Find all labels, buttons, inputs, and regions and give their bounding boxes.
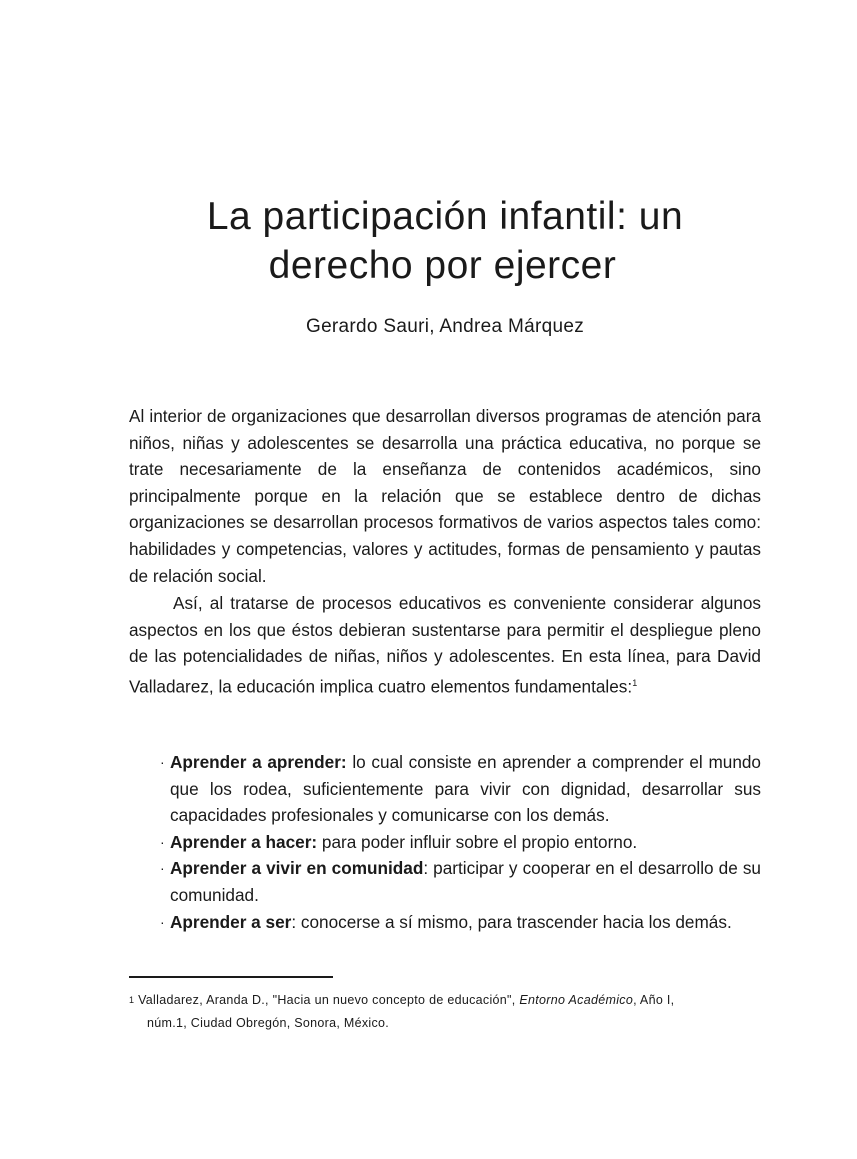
footnote-journal-title: Entorno Académico: [519, 993, 634, 1007]
list-item: [129, 909, 761, 936]
list-item-text: lo cual consiste en aprender a comprender el mundo que los rodea, suficientemente para vivir con dignidad, desarrollar sus capacidades profesionales y comunicarse con los demás.: [170, 752, 761, 826]
authors-byline: Gerardo Sauri, Andrea Márquez: [305, 316, 584, 337]
paragraph-2-text: Así, al tratarse de procesos educativos es conveniente considerar algunos aspectos en los que éstos debieran sustentarse para permitir el despliegue pleno de las potencialidades de niñas, niños y adolescentes. En esta línea, para David Valladarez, la educación implica cuatro elementos fundamentales:: [129, 593, 761, 697]
paragraph-2: [129, 590, 761, 700]
list-item: [129, 829, 761, 856]
list-item-text: : conocerse a sí mismo, para trascender hacia los demás.: [291, 911, 732, 932]
list-item-term: Aprender a ser: [170, 911, 292, 932]
list-item-text: : participar y cooperar en el desarrollo de su comunidad.: [170, 858, 761, 905]
title-line-2: derecho por ejercer: [268, 244, 617, 287]
footnote-line-1: [129, 989, 761, 1012]
list-item-term: Aprender a hacer:: [170, 831, 318, 852]
footnote-mark: 1: [129, 995, 135, 1005]
footnote-text-end: , Año I,: [633, 993, 675, 1007]
list-item: [129, 749, 761, 829]
list-item-text: para poder influir sobre el propio entorno.: [317, 831, 638, 852]
list-item-term: Aprender a vivir en comunidad: [170, 858, 424, 879]
list-item-term: Aprender a aprender:: [170, 752, 347, 772]
footnote-text: Valladarez, Aranda D., "Hacia un nuevo concepto de educación",: [134, 993, 520, 1007]
education-elements-list: [129, 749, 761, 935]
bullet-icon: ·: [160, 754, 165, 770]
paragraph-1: Al interior de organizaciones que desarrollan diversos programas de atención para niños, niñas y adolescentes se desarrolla una práctica educativa, no porque se trate necesariamente de la enseñanza de contenidos académicos, sino principalmente porque en la relación que se establece dentro de dichas organizaciones se desarrollan procesos formativos de varios aspectos tales como: habilidades y competencias, valores y actitudes, formas de pensamiento y pautas de relación social.: [129, 406, 761, 586]
bullet-icon: ·: [160, 913, 165, 930]
bullet-icon: ·: [160, 860, 165, 877]
footnote-separator: [129, 976, 333, 978]
footnote: [129, 989, 761, 1035]
footnote-line-2: núm.1, Ciudad Obregón, Sonora, México.: [147, 1016, 390, 1030]
title-line-1: La participación infantil: un: [206, 195, 684, 238]
footnote-reference[interactable]: 1: [632, 677, 638, 688]
bullet-icon: ·: [160, 833, 165, 850]
list-item: [129, 855, 761, 908]
